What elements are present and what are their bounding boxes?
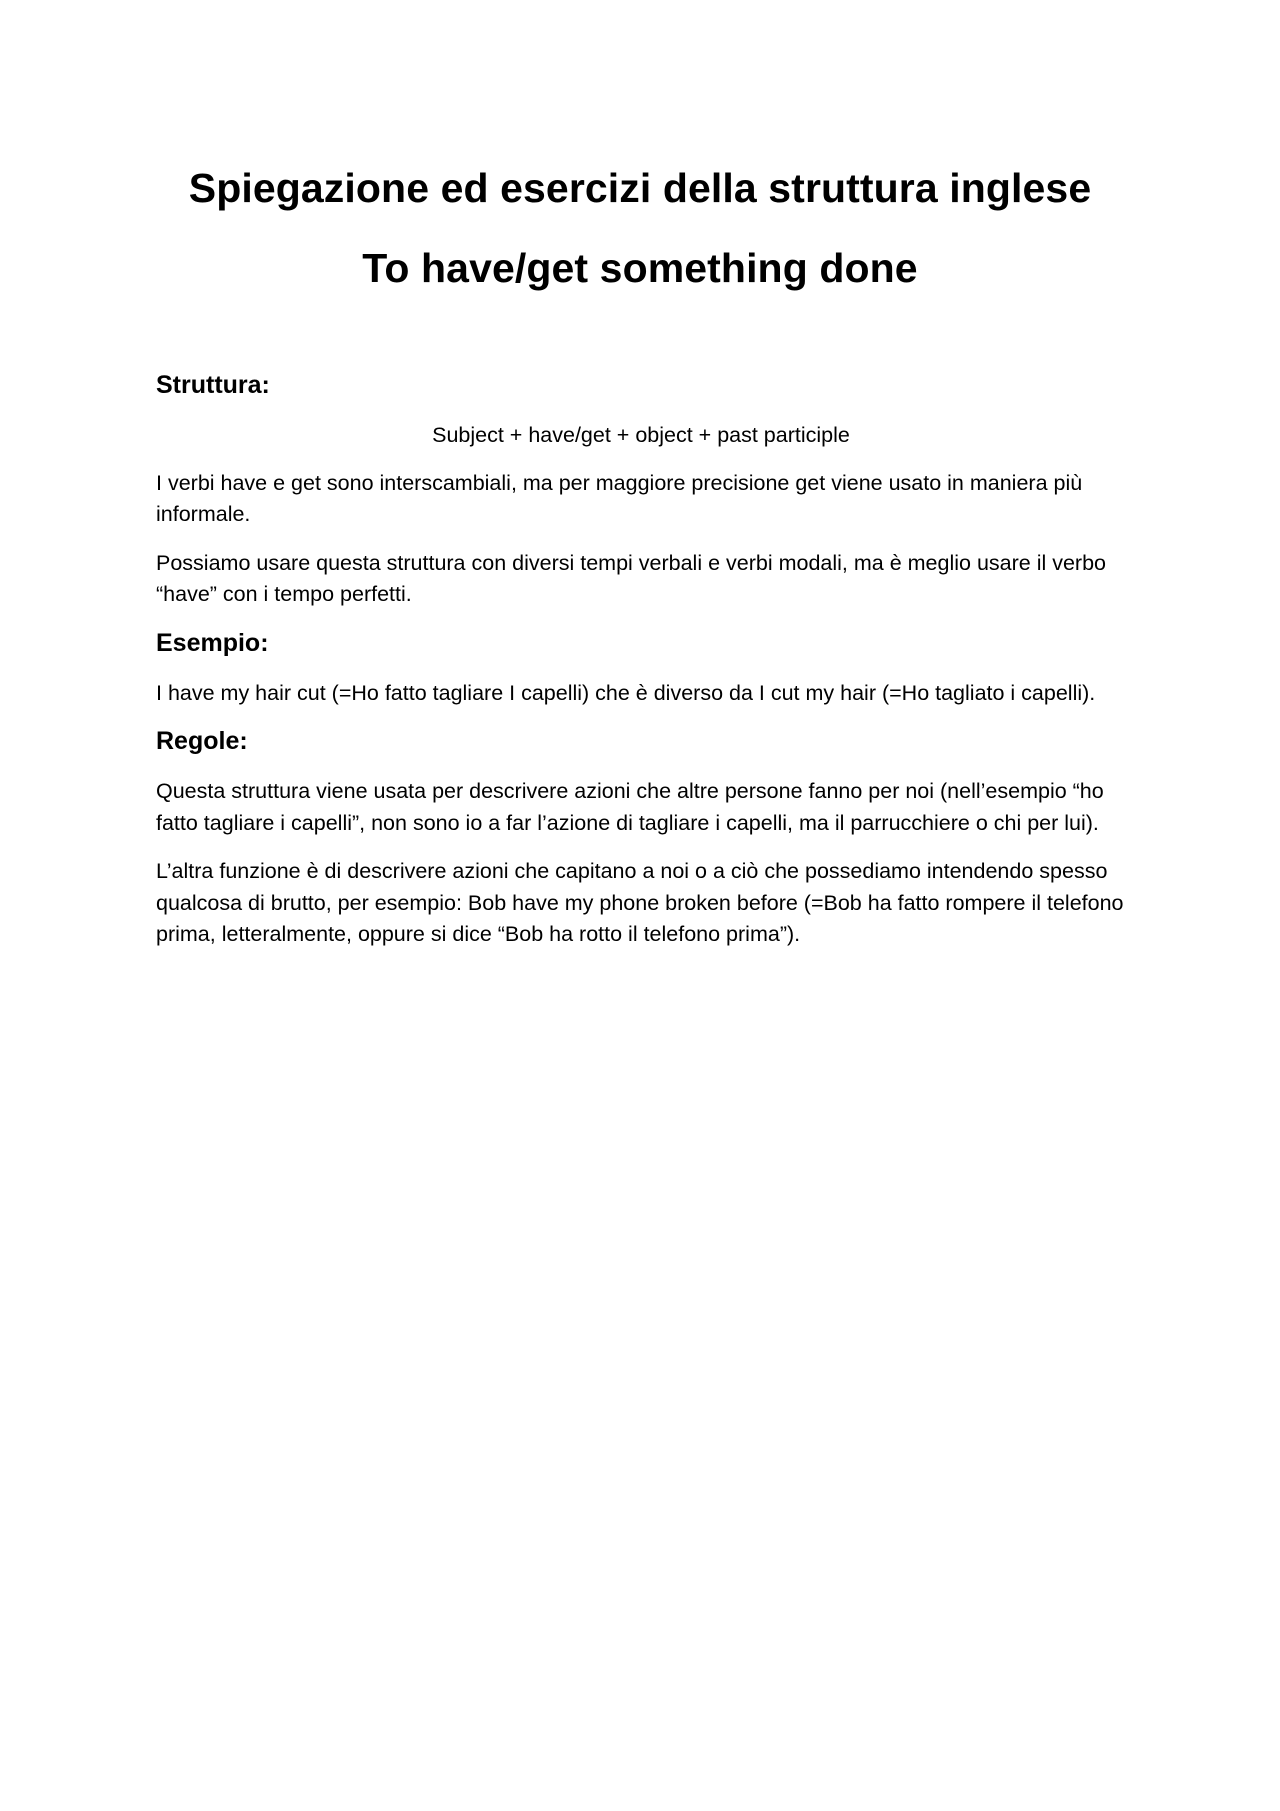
paragraph-rule-others-actions: Questa struttura viene usata per descrivere azioni che altre persone fanno per noi (nell’esempio “ho fatto tagliare i capelli”, non sono io a far l’azione di tagliare i capelli, ma il parrucchiere o chi per lui).	[156, 779, 1104, 835]
section-struttura	[156, 370, 1126, 611]
section-regole	[156, 726, 1126, 951]
document-title-line-1: Spiegazione ed esercizi della struttura inglese	[188, 165, 1092, 211]
paragraph-example: I have my hair cut (=Ho fatto tagliare I capelli) che è diverso da I cut my hair (=Ho tagliato i capelli).	[156, 680, 1096, 705]
paragraph-verbs-interchangeable: I verbi have e get sono interscambiali, ma per maggiore precisione get viene usato in maniera più informale.	[156, 470, 1083, 526]
paragraph-tenses-modals: Possiamo usare questa struttura con diversi tempi verbali e verbi modali, ma è meglio usare il verbo “have” con i tempo perfetti.	[156, 550, 1107, 606]
structure-formula: Subject + have/get + object + past participle	[432, 423, 850, 447]
section-heading-struttura: Struttura:	[156, 371, 270, 399]
section-esempio	[156, 628, 1126, 710]
section-heading-regole: Regole:	[156, 727, 248, 755]
document-body	[156, 370, 1126, 951]
section-heading-esempio: Esempio:	[156, 628, 269, 657]
document-title-line-2: To have/get something done	[362, 245, 918, 291]
paragraph-rule-happenings: L’altra funzione è di descrivere azioni che capitano a noi o a ciò che possediamo intendendo spesso qualcosa di brutto, per esempio: Bob have my phone broken before (=Bob ha fatto rompere il telefono prima, letteralmente, oppure si dice “Bob ha rotto il telefono prima”).	[156, 859, 1124, 946]
